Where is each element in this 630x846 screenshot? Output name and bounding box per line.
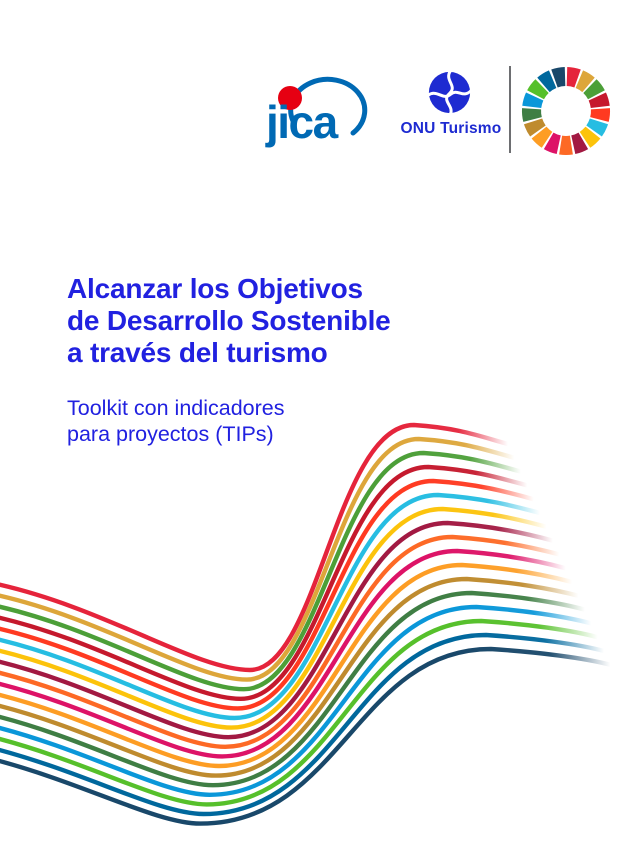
sdg-wheel-logo — [520, 65, 612, 157]
title-line-1: Alcanzar los Objetivos — [67, 273, 363, 304]
jica-logo — [260, 62, 378, 150]
title-line-2: de Desarrollo Sostenible — [67, 305, 391, 336]
subtitle-line-1: Toolkit con indicadores — [67, 396, 285, 420]
onu-globe-icon — [427, 70, 472, 115]
onu-turismo-logo — [396, 68, 506, 143]
title-line-3: a través del turismo — [67, 337, 328, 368]
onu-turismo-label: ONU Turismo — [400, 120, 502, 137]
logo-header — [0, 0, 630, 170]
page-title — [67, 273, 547, 369]
subtitle-line-2: para proyectos (TIPs) — [67, 422, 274, 446]
logo-divider — [509, 66, 511, 153]
page-subtitle — [67, 395, 487, 447]
svg-text:jica: jica — [266, 96, 337, 148]
